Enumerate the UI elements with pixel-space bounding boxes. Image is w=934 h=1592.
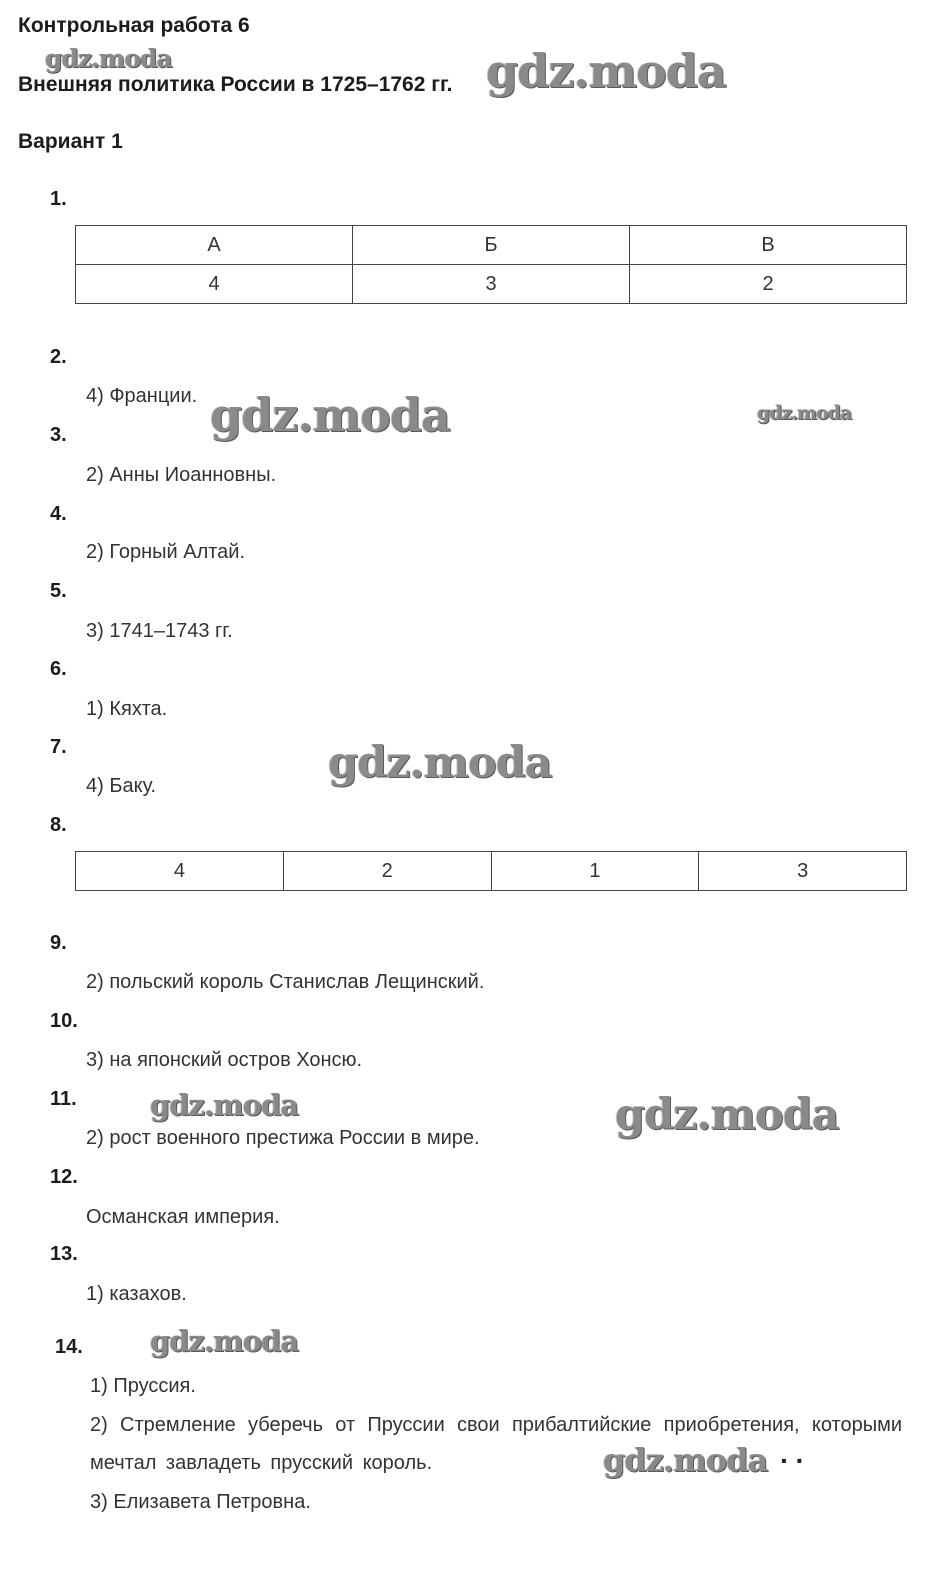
answer-table-q1 <box>75 225 907 304</box>
watermark: gdz.moda <box>757 402 852 424</box>
watermark: gdz.moda <box>150 1324 299 1358</box>
answer-table-q8 <box>75 851 907 891</box>
watermark: gdz.moda <box>603 1441 768 1479</box>
question-number: 5. <box>50 580 67 602</box>
answer-text: 4) Франции. <box>86 385 198 407</box>
table-cell: 2 <box>630 265 907 304</box>
answer-text: 1) Кяхта. <box>86 698 168 720</box>
watermark: gdz.moda <box>150 1088 299 1122</box>
table-header-cell: А <box>76 226 353 265</box>
answer-text: Османская империя. <box>86 1206 280 1228</box>
answer-text: 2) Анны Иоанновны. <box>86 464 277 486</box>
table-cell: 2 <box>283 852 491 891</box>
table-cell: 3 <box>353 265 630 304</box>
question-number: 6. <box>50 658 67 680</box>
answer-text: 3) на японский остров Хонсю. <box>86 1049 363 1071</box>
question-number: 13. <box>50 1243 78 1265</box>
question-number: 2. <box>50 346 67 368</box>
watermark: gdz.moda <box>328 738 552 788</box>
question-number: 9. <box>50 932 67 954</box>
question-number: 8. <box>50 814 67 836</box>
question-number: 7. <box>50 736 67 758</box>
work-title: Контрольная работа 6 <box>18 14 250 37</box>
answer-paragraph: 2) Стремление уберечь от Пруссии свои прибалтийские приобретения, которыми мечтал завладеть прусский король. <box>90 1414 902 1474</box>
table-cell: 1 <box>491 852 699 891</box>
table-header-cell: Б <box>353 226 630 265</box>
watermark: gdz.moda <box>45 44 172 73</box>
watermark: gdz.moda <box>486 44 726 98</box>
answer-text: 1) Пруссия. <box>90 1375 196 1397</box>
question-number: 3. <box>50 424 67 446</box>
watermark: gdz.moda <box>210 388 450 442</box>
question-number: 1. <box>50 188 67 210</box>
answer-text: 2) польский король Станислав Лещинский. <box>86 971 485 993</box>
table-row <box>76 852 907 891</box>
question-number: 12. <box>50 1166 78 1188</box>
question-number: 11. <box>50 1088 77 1110</box>
answer-text: 4) Баку. <box>86 775 157 797</box>
watermark: gdz.moda <box>615 1090 839 1140</box>
table-row <box>76 265 907 304</box>
ink-dots: . . <box>780 1438 804 1469</box>
topic-title: Внешняя политика России в 1725–1762 гг. <box>18 73 453 96</box>
question-number: 14. <box>55 1336 83 1358</box>
table-cell: 3 <box>699 852 907 891</box>
question-number: 10. <box>50 1010 78 1032</box>
answer-text: 1) казахов. <box>86 1283 187 1305</box>
answer-text: 3) 1741–1743 гг. <box>86 620 233 642</box>
table-row <box>76 226 907 265</box>
table-cell: 4 <box>76 852 284 891</box>
table-header-cell: В <box>630 226 907 265</box>
table-cell: 4 <box>76 265 353 304</box>
question-number: 4. <box>50 503 67 525</box>
answer-text: 3) Елизавета Петровна. <box>90 1491 311 1513</box>
answer-text: 2) Горный Алтай. <box>86 541 246 563</box>
variant-title: Вариант 1 <box>18 130 123 153</box>
answer-text: 2) рост военного престижа России в мире. <box>86 1127 480 1149</box>
